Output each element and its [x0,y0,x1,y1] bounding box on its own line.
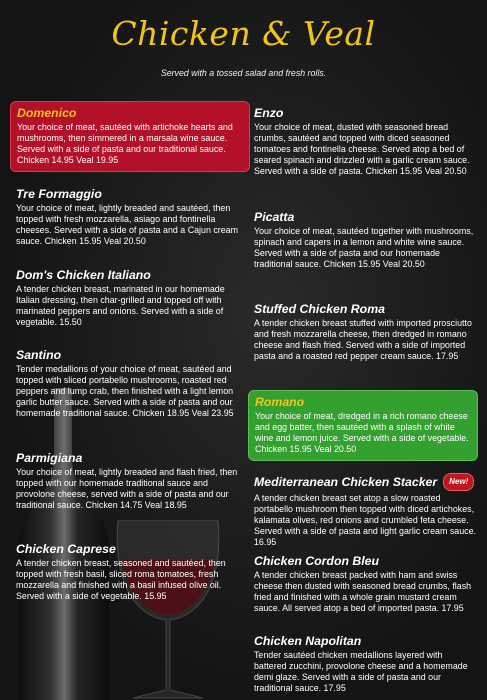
menu-item-stuffed-chicken-roma [254,302,476,362]
menu-item-domenico [10,101,250,172]
menu-item-picatta [254,210,476,270]
menu-item-enzo [254,106,476,177]
item-name: Domenico [17,106,77,120]
item-name-text: Mediterranean Chicken Stacker [254,475,438,489]
menu-item-parmigiana [16,451,248,511]
menu-item-santino [16,348,248,419]
item-name: Dom's Chicken Italiano [16,268,151,282]
item-name: Chicken Caprese [16,542,116,556]
item-description: Your choice of meat, sautéed together with mushrooms, spinach and capers in a lemon and white wine sauce. Served with a side of pasta and our homemade traditional sauce. Chicken 15.95 Veal 20.50 [254,226,474,269]
item-description: Tender medallions of your choice of meat, sautéed and topped with sliced portabello mushrooms, roasted red peppers and lump crab, then finished with a light lemon garlic butter sauce. Served with a side of pasta and our homemade traditional sauce. Chicken 18.95 Veal 23.95 [16,364,234,418]
item-name [254,473,476,491]
menu-item-chicken-cordon-bleu [254,554,476,614]
item-description: A tender chicken breast stuffed with imported prosciutto and fresh mozzarella cheese, then dredged in romano cheese and flash fried. Served with a side of imported pasta and a roasted red pepper cream sauce. 17.95 [254,318,472,361]
item-description: A tender chicken breast set atop a slow roasted portabello mushroom then topped with diced artichokes, kalamata olives, red onions and crumbled feta cheese. Served with a side of pasta and light garlic cream sauce. 16.95 [254,493,476,547]
item-description: Your choice of meat, lightly breaded and sautéed, then topped with fresh mozzarella, asiago and fontinella cheeses. Served with a side of pasta and a Cajun cream sauce. Chicken 15.95 Veal 20.50 [16,203,239,246]
menu-item-chicken-napolitan [254,634,476,694]
menu-item-doms-chicken-italiano [16,268,248,328]
item-description: Your choice of meat, sautéed with artichoke hearts and mushrooms, then simmered in a marsala wine sauce. Served with a side of pasta and our traditional sauce. Chicken 14.95 Veal 19.95 [17,122,233,165]
item-description: Your choice of meat, lightly breaded and flash fried, then topped with our homemade traditional sauce and provolone cheese, served with a side of pasta and our traditional sauce. Chicken 14.75 Veal 18.95 [16,467,238,510]
item-description: A tender chicken breast, marinated in our homemade Italian dressing, then char-grilled and topped off with marinated peppers and onions. Served with a side of vegetable. 15.50 [16,284,225,327]
item-name: Tre Formaggio [16,187,102,201]
menu-item-chicken-caprese [16,542,248,602]
item-description: A tender chicken breast packed with ham and swiss cheese then dusted with seasoned bread crumbs, flash fried and finished with a whole grain mustard cream sauce. All served atop a bed of imported pasta. 17.95 [254,570,472,613]
item-name: Chicken Cordon Bleu [254,554,380,568]
item-name: Stuffed Chicken Roma [254,302,385,316]
new-badge: New! [443,473,474,491]
item-name: Enzo [254,106,284,120]
item-description: A tender chicken breast, seasoned and sautéed, then topped with fresh basil, sliced roma tomatoes, fresh mozzarella and finished with a basil infused olive oil. Served with a side of vegetable. 15.95 [16,558,226,601]
item-description: Your choice of meat, dusted with seasoned bread crumbs, sautéed and topped with diced seasoned tomatoes and fontinella cheese. Served atop a bed of seared spinach and drizzled with a garlic cream sauce. Served with a side of pasta. Chicken 15.95 Veal 20.50 [254,122,470,176]
menu-item-romano [248,390,478,461]
item-name: Romano [255,395,305,409]
item-description: Your choice of meat, dredged in a rich romano cheese and egg batter, then sautéed with a splash of white wine and lemon juice. Served with a side of vegetable. Chicken 15.95 Veal 20.50 [255,411,469,454]
menu-item-tre-formaggio [16,187,248,247]
item-description: Tender sautéed chicken medallions layered with battered zucchini, provolone cheese and a homemade demi glaze. Served with a side of pasta and our traditional sauce. 17.95 [254,650,468,693]
page-subtitle: Served with a tossed salad and fresh rolls. [160,68,327,78]
item-name: Picatta [254,210,295,224]
item-name: Chicken Napolitan [254,634,362,648]
item-name: Santino [16,348,62,362]
page-title: Chicken & Veal [111,14,376,53]
menu-item-mediterranean-chicken-stacker [254,473,476,548]
item-name: Parmigiana [16,451,83,465]
